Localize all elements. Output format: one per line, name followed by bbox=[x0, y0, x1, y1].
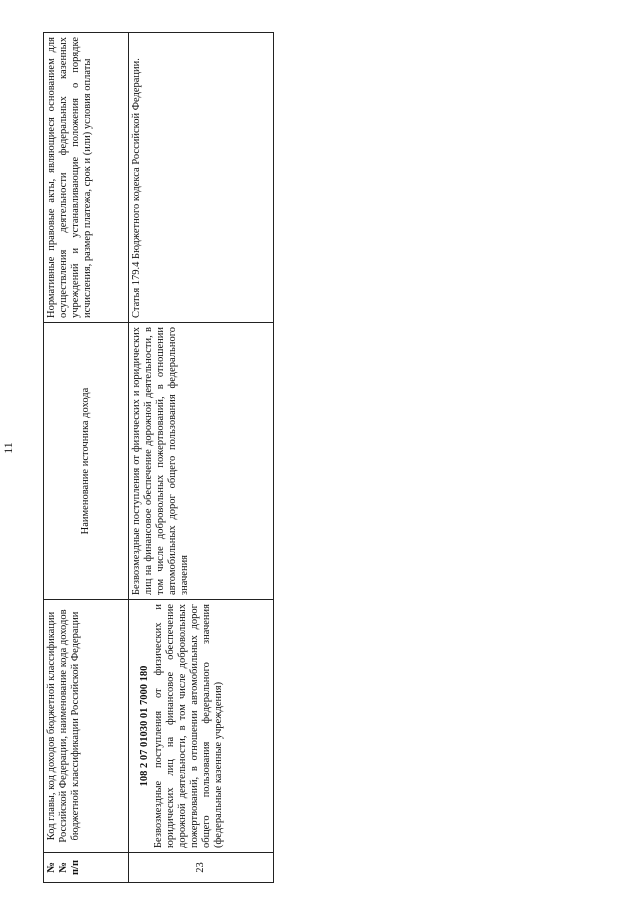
row-code-cell bbox=[129, 600, 274, 853]
row-number: 23 bbox=[129, 853, 274, 883]
header-norm: Нормативные правовые акты, являющиеся основанием для осуществления деятельности федеральных казенных учреждений и устанавливающие положения о порядке исчисления, размер платежа, срок и (или) условия оплаты bbox=[44, 33, 129, 323]
code-name: Безвозмездные поступления от физических и юридических лиц на финансовое обеспечение дорожной деятельности, в том числе добровольных пожертвований, в отношении автомобильных дорог общего пользования федерального значения (федеральные казенные учреждения) bbox=[153, 604, 225, 848]
table-row bbox=[129, 33, 274, 883]
budget-code: 108 2 07 01030 01 7000 180 bbox=[139, 665, 150, 787]
header-code: Код главы, код доходов бюджетной классификации Российской Федерации, наименование кода доходов бюджетной классификации Российской Федерации bbox=[44, 600, 129, 853]
legal-basis: Статья 179.4 Бюджетного кодекса Российской Федерации. bbox=[129, 33, 274, 323]
table-header-row bbox=[44, 33, 129, 883]
income-sources-table bbox=[43, 32, 274, 883]
page-number: 11 bbox=[1, 442, 15, 454]
header-num: № № п/п bbox=[44, 853, 129, 883]
source-name: Безвозмездные поступления от физических и юридических лиц на финансовое обеспечение дорожной деятельности, в том числе добровольных пожертвований, в отношении автомобильных дорог общего пользования федерального значения bbox=[129, 323, 274, 600]
header-name: Наименование источника дохода bbox=[44, 323, 129, 600]
rotated-content bbox=[1, 33, 278, 883]
